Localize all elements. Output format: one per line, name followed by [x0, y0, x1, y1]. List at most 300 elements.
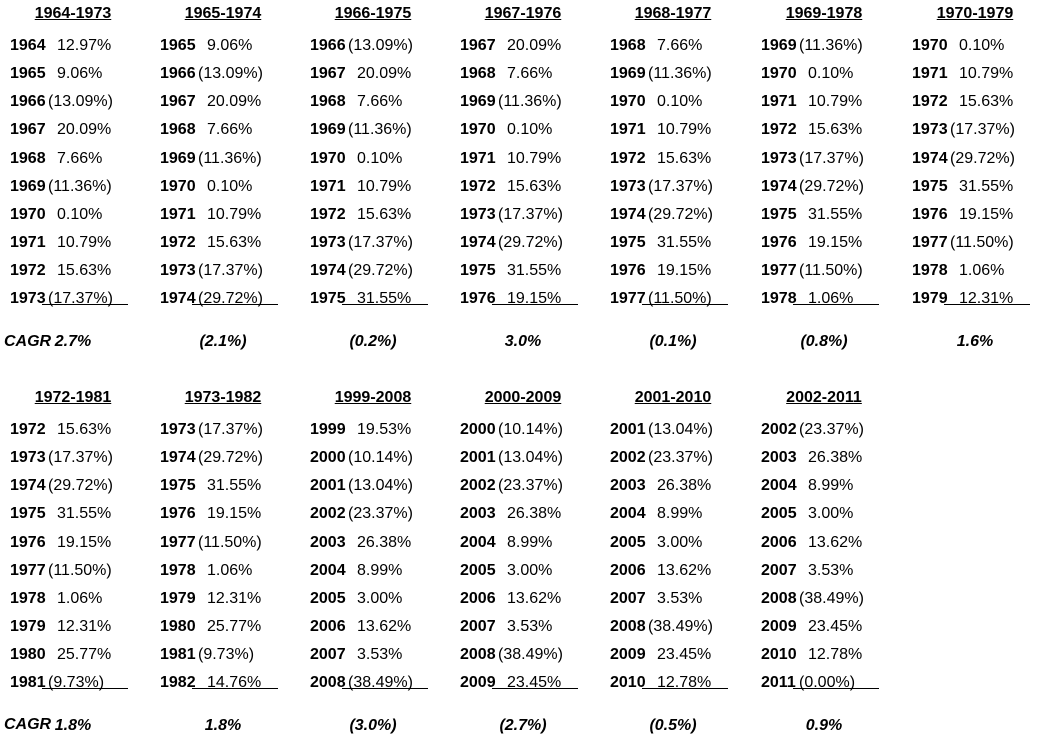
return-row	[600, 64, 740, 88]
return-value-cell: 12.31%	[207, 590, 262, 607]
period-heading: 1999-2008	[334, 389, 412, 406]
return-row	[300, 504, 440, 528]
year-cell: 2005	[761, 505, 797, 522]
cagr-value: (3.0%)	[349, 717, 397, 734]
year-cell: 1980	[160, 618, 196, 635]
return-value-cell: 3.53%	[357, 646, 403, 663]
return-row	[751, 36, 891, 60]
return-row	[0, 617, 140, 641]
return-value-cell: 10.79%	[808, 93, 863, 110]
return-value-cell: (13.09%)	[198, 65, 263, 82]
period-block	[0, 388, 140, 738]
year-cell: 1970	[610, 93, 646, 110]
return-row	[150, 261, 290, 285]
year-cell: 1975	[912, 178, 948, 195]
period-block	[450, 4, 590, 354]
return-value-cell: (38.49%)	[348, 674, 413, 691]
return-row	[600, 205, 740, 229]
return-row	[751, 673, 891, 697]
year-cell: 1972	[310, 206, 346, 223]
period-block	[300, 4, 440, 354]
year-cell: 1974	[761, 178, 797, 195]
return-row	[300, 177, 440, 201]
return-value-cell: (29.72%)	[198, 449, 263, 466]
return-value-cell: (11.36%)	[799, 37, 863, 54]
period-block	[150, 388, 290, 738]
period-block	[600, 4, 740, 354]
return-value-cell: (23.37%)	[799, 421, 864, 438]
year-cell: 1972	[912, 93, 948, 110]
return-value-cell: 15.63%	[57, 421, 112, 438]
return-value-cell: 15.63%	[507, 178, 562, 195]
year-cell: 1979	[912, 290, 948, 307]
return-value-cell: (29.72%)	[198, 290, 263, 307]
year-cell: 1966	[310, 37, 346, 54]
cagr-value: (0.5%)	[649, 717, 697, 734]
return-row	[450, 420, 590, 444]
year-cell: 2007	[610, 590, 646, 607]
year-cell: 1978	[10, 590, 46, 607]
return-value-cell: 8.99%	[657, 505, 703, 522]
total-underline	[944, 304, 1030, 305]
return-value-cell: 14.76%	[207, 674, 262, 691]
return-value-cell: 7.66%	[357, 93, 403, 110]
year-cell: 1981	[10, 674, 46, 691]
return-row	[0, 561, 140, 585]
return-row	[150, 36, 290, 60]
return-value-cell: (38.49%)	[799, 590, 864, 607]
year-cell: 1975	[761, 206, 797, 223]
return-row	[902, 36, 1042, 60]
year-cell: 1979	[10, 618, 46, 635]
return-value-cell: (11.50%)	[950, 234, 1014, 251]
return-row	[902, 289, 1042, 313]
return-value-cell: 1.06%	[808, 290, 854, 307]
return-row	[300, 36, 440, 60]
period-heading: 1973-1982	[184, 389, 262, 406]
total-underline	[192, 304, 278, 305]
return-row	[300, 233, 440, 257]
cagr-value: (0.1%)	[649, 333, 697, 350]
return-row	[300, 617, 440, 641]
return-row	[751, 476, 891, 500]
return-value-cell: (10.14%)	[498, 421, 563, 438]
year-cell: 2007	[460, 618, 496, 635]
return-row	[150, 645, 290, 669]
year-cell: 2006	[610, 562, 646, 579]
year-cell: 1970	[912, 37, 948, 54]
return-row	[751, 533, 891, 557]
return-row	[300, 533, 440, 557]
year-cell: 1972	[761, 121, 797, 138]
return-row	[600, 533, 740, 557]
year-cell: 1999	[310, 421, 346, 438]
year-cell: 2010	[610, 674, 646, 691]
return-row	[751, 64, 891, 88]
return-row	[150, 673, 290, 697]
return-value-cell: 31.55%	[357, 290, 412, 307]
return-value-cell: 3.00%	[657, 534, 703, 551]
return-value-cell: (29.72%)	[950, 150, 1015, 167]
year-cell: 1974	[310, 262, 346, 279]
year-cell: 1977	[912, 234, 948, 251]
return-value-cell: (13.04%)	[348, 477, 413, 494]
return-value-cell: 26.38%	[657, 477, 712, 494]
return-row	[150, 504, 290, 528]
year-cell: 1973	[160, 262, 196, 279]
period-heading: 1964-1973	[34, 5, 112, 22]
return-value-cell: 12.97%	[57, 37, 112, 54]
period-heading: 1967-1976	[484, 5, 562, 22]
year-cell: 1966	[10, 93, 46, 110]
return-value-cell: 3.00%	[808, 505, 854, 522]
return-row	[751, 261, 891, 285]
year-cell: 1972	[10, 262, 46, 279]
return-value-cell: 12.78%	[657, 674, 712, 691]
return-row	[450, 617, 590, 641]
return-row	[450, 205, 590, 229]
return-value-cell: 13.62%	[507, 590, 562, 607]
cagr-value: 1.8%	[54, 717, 92, 734]
return-row	[450, 64, 590, 88]
return-value-cell: (9.73%)	[48, 674, 105, 691]
return-row	[751, 120, 891, 144]
year-cell: 2002	[610, 449, 646, 466]
return-value-cell: (0.00%)	[799, 674, 856, 691]
return-row	[450, 233, 590, 257]
cagr-value: (2.7%)	[499, 717, 547, 734]
year-cell: 1971	[761, 93, 797, 110]
return-value-cell: 23.45%	[808, 618, 863, 635]
return-row	[0, 64, 140, 88]
year-cell: 1976	[10, 534, 46, 551]
year-cell: 1972	[610, 150, 646, 167]
return-value-cell: 19.15%	[57, 534, 112, 551]
year-cell: 2006	[460, 590, 496, 607]
return-row	[751, 177, 891, 201]
year-cell: 2003	[761, 449, 797, 466]
year-cell: 1970	[10, 206, 46, 223]
year-cell: 2009	[460, 674, 496, 691]
year-cell: 2002	[460, 477, 496, 494]
return-value-cell: 31.55%	[507, 262, 562, 279]
return-value-cell: 13.62%	[657, 562, 712, 579]
year-cell: 1974	[610, 206, 646, 223]
return-row	[600, 177, 740, 201]
return-value-cell: 10.79%	[959, 65, 1014, 82]
return-row	[300, 149, 440, 173]
return-row	[902, 177, 1042, 201]
return-row	[300, 476, 440, 500]
return-row	[450, 504, 590, 528]
return-value-cell: 1.06%	[207, 562, 253, 579]
return-row	[600, 617, 740, 641]
year-cell: 2004	[310, 562, 346, 579]
total-underline	[192, 688, 278, 689]
return-row	[300, 645, 440, 669]
return-row	[600, 561, 740, 585]
total-underline	[492, 688, 578, 689]
year-cell: 1970	[310, 150, 346, 167]
return-value-cell: 31.55%	[808, 206, 863, 223]
year-cell: 1972	[160, 234, 196, 251]
return-row	[450, 92, 590, 116]
return-value-cell: 15.63%	[808, 121, 863, 138]
return-row	[600, 589, 740, 613]
return-value-cell: (11.50%)	[648, 290, 712, 307]
return-row	[600, 92, 740, 116]
period-heading: 2002-2011	[786, 389, 862, 406]
year-cell: 1967	[10, 121, 46, 138]
return-value-cell: 8.99%	[357, 562, 403, 579]
year-cell: 2000	[460, 421, 496, 438]
return-row	[902, 64, 1042, 88]
return-row	[0, 448, 140, 472]
return-row	[0, 476, 140, 500]
return-value-cell: 0.10%	[959, 37, 1005, 54]
return-row	[450, 261, 590, 285]
return-value-cell: 23.45%	[507, 674, 562, 691]
return-row	[751, 589, 891, 613]
year-cell: 2004	[460, 534, 496, 551]
return-row	[150, 448, 290, 472]
year-cell: 1968	[610, 37, 646, 54]
total-underline	[42, 304, 128, 305]
return-value-cell: 0.10%	[207, 178, 253, 195]
return-row	[600, 645, 740, 669]
return-value-cell: 19.15%	[808, 234, 863, 251]
year-cell: 1973	[912, 121, 948, 138]
return-value-cell: 15.63%	[357, 206, 412, 223]
return-row	[150, 64, 290, 88]
total-underline	[342, 688, 428, 689]
return-value-cell: 1.06%	[57, 590, 103, 607]
cagr-value: 1.8%	[204, 717, 242, 734]
year-cell: 1965	[10, 65, 46, 82]
return-row	[450, 673, 590, 697]
return-row	[150, 617, 290, 641]
return-value-cell: (17.37%)	[348, 234, 413, 251]
period-heading: 2001-2010	[634, 389, 712, 406]
return-row	[300, 448, 440, 472]
return-value-cell: (13.09%)	[48, 93, 113, 110]
return-row	[0, 177, 140, 201]
year-cell: 1970	[761, 65, 797, 82]
year-cell: 2010	[761, 646, 797, 663]
return-row	[600, 420, 740, 444]
return-value-cell: (17.37%)	[198, 262, 263, 279]
return-row	[0, 120, 140, 144]
return-value-cell: 25.77%	[207, 618, 262, 635]
year-cell: 1976	[761, 234, 797, 251]
return-value-cell: 31.55%	[959, 178, 1014, 195]
year-cell: 1969	[310, 121, 346, 138]
year-cell: 1969	[160, 150, 196, 167]
total-underline	[642, 304, 728, 305]
year-cell: 1971	[10, 234, 46, 251]
return-row	[450, 476, 590, 500]
return-row	[450, 589, 590, 613]
year-cell: 2002	[761, 421, 797, 438]
year-cell: 1967	[460, 37, 496, 54]
return-value-cell: 7.66%	[657, 37, 703, 54]
return-value-cell: (29.72%)	[348, 262, 413, 279]
year-cell: 1972	[460, 178, 496, 195]
return-row	[751, 205, 891, 229]
return-value-cell: (13.09%)	[348, 37, 413, 54]
return-row	[0, 36, 140, 60]
year-cell: 2002	[310, 505, 346, 522]
year-cell: 1978	[160, 562, 196, 579]
year-cell: 1973	[460, 206, 496, 223]
year-cell: 2005	[610, 534, 646, 551]
return-value-cell: 0.10%	[357, 150, 403, 167]
return-row	[150, 561, 290, 585]
year-cell: 2008	[610, 618, 646, 635]
return-value-cell: 15.63%	[207, 234, 262, 251]
return-row	[300, 420, 440, 444]
return-value-cell: 7.66%	[207, 121, 253, 138]
year-cell: 1981	[160, 646, 196, 663]
return-value-cell: 15.63%	[57, 262, 112, 279]
year-cell: 2001	[460, 449, 496, 466]
return-row	[0, 205, 140, 229]
return-row	[0, 673, 140, 697]
year-cell: 1975	[10, 505, 46, 522]
year-cell: 1973	[10, 290, 46, 307]
period-heading: 1972-1981	[34, 389, 112, 406]
return-value-cell: 3.53%	[507, 618, 553, 635]
year-cell: 2008	[761, 590, 797, 607]
return-value-cell: 19.53%	[357, 421, 412, 438]
return-value-cell: (38.49%)	[498, 646, 563, 663]
total-underline	[642, 688, 728, 689]
year-cell: 1974	[160, 290, 196, 307]
return-value-cell: 7.66%	[57, 150, 103, 167]
return-value-cell: 26.38%	[507, 505, 562, 522]
return-row	[600, 504, 740, 528]
year-cell: 1968	[460, 65, 496, 82]
return-row	[150, 177, 290, 201]
year-cell: 2005	[310, 590, 346, 607]
return-value-cell: 8.99%	[808, 477, 854, 494]
year-cell: 1969	[460, 93, 496, 110]
return-value-cell: 13.62%	[808, 534, 863, 551]
return-value-cell: (17.37%)	[498, 206, 563, 223]
return-row	[300, 289, 440, 313]
return-value-cell: 13.62%	[357, 618, 412, 635]
return-value-cell: (17.37%)	[48, 290, 113, 307]
year-cell: 2006	[761, 534, 797, 551]
return-value-cell: 9.06%	[57, 65, 103, 82]
return-value-cell: (17.37%)	[198, 421, 263, 438]
return-row	[300, 64, 440, 88]
return-value-cell: (11.36%)	[498, 93, 562, 110]
year-cell: 2007	[310, 646, 346, 663]
return-value-cell: 12.78%	[808, 646, 863, 663]
return-row	[600, 149, 740, 173]
cagr-value: 1.6%	[956, 333, 994, 350]
return-value-cell: 0.10%	[808, 65, 854, 82]
return-row	[902, 149, 1042, 173]
year-cell: 1975	[310, 290, 346, 307]
year-cell: 2003	[610, 477, 646, 494]
return-value-cell: (13.04%)	[648, 421, 713, 438]
return-row	[902, 92, 1042, 116]
period-block	[450, 388, 590, 738]
return-row	[751, 92, 891, 116]
return-value-cell: 1.06%	[959, 262, 1005, 279]
year-cell: 1968	[310, 93, 346, 110]
return-value-cell: (10.14%)	[348, 449, 413, 466]
year-cell: 2004	[610, 505, 646, 522]
year-cell: 1975	[160, 477, 196, 494]
year-cell: 1979	[160, 590, 196, 607]
year-cell: 2001	[310, 477, 346, 494]
year-cell: 1976	[160, 505, 196, 522]
return-value-cell: 19.15%	[507, 290, 562, 307]
return-row	[150, 205, 290, 229]
return-value-cell: 26.38%	[808, 449, 863, 466]
year-cell: 1971	[610, 121, 646, 138]
return-value-cell: 0.10%	[657, 93, 703, 110]
return-row	[751, 645, 891, 669]
return-value-cell: 15.63%	[959, 93, 1014, 110]
return-row	[600, 233, 740, 257]
return-value-cell: 31.55%	[207, 477, 262, 494]
year-cell: 1969	[610, 65, 646, 82]
return-value-cell: 0.10%	[507, 121, 553, 138]
year-cell: 1973	[761, 150, 797, 167]
year-cell: 1977	[761, 262, 797, 279]
year-cell: 1974	[10, 477, 46, 494]
return-row	[600, 120, 740, 144]
return-row	[751, 561, 891, 585]
return-row	[150, 420, 290, 444]
period-heading: 1966-1975	[334, 5, 412, 22]
return-value-cell: 3.00%	[507, 562, 553, 579]
year-cell: 1975	[460, 262, 496, 279]
return-value-cell: 31.55%	[57, 505, 112, 522]
period-heading: 1969-1978	[785, 5, 863, 22]
total-underline	[793, 304, 879, 305]
return-value-cell: 7.66%	[507, 65, 553, 82]
return-value-cell: 3.53%	[657, 590, 703, 607]
return-row	[751, 233, 891, 257]
return-value-cell: 25.77%	[57, 646, 112, 663]
return-row	[0, 589, 140, 613]
return-value-cell: 8.99%	[507, 534, 553, 551]
return-value-cell: (11.36%)	[348, 121, 412, 138]
return-value-cell: (29.72%)	[799, 178, 864, 195]
return-value-cell: 19.15%	[207, 505, 262, 522]
year-cell: 1971	[460, 150, 496, 167]
return-row	[751, 149, 891, 173]
return-row	[150, 589, 290, 613]
total-underline	[342, 304, 428, 305]
return-row	[150, 289, 290, 313]
year-cell: 1970	[160, 178, 196, 195]
return-row	[450, 645, 590, 669]
return-row	[300, 589, 440, 613]
return-row	[450, 289, 590, 313]
year-cell: 1972	[10, 421, 46, 438]
return-row	[300, 120, 440, 144]
year-cell: 1965	[160, 37, 196, 54]
return-row	[150, 120, 290, 144]
period-heading: 1965-1974	[184, 5, 262, 22]
period-block	[751, 4, 891, 354]
